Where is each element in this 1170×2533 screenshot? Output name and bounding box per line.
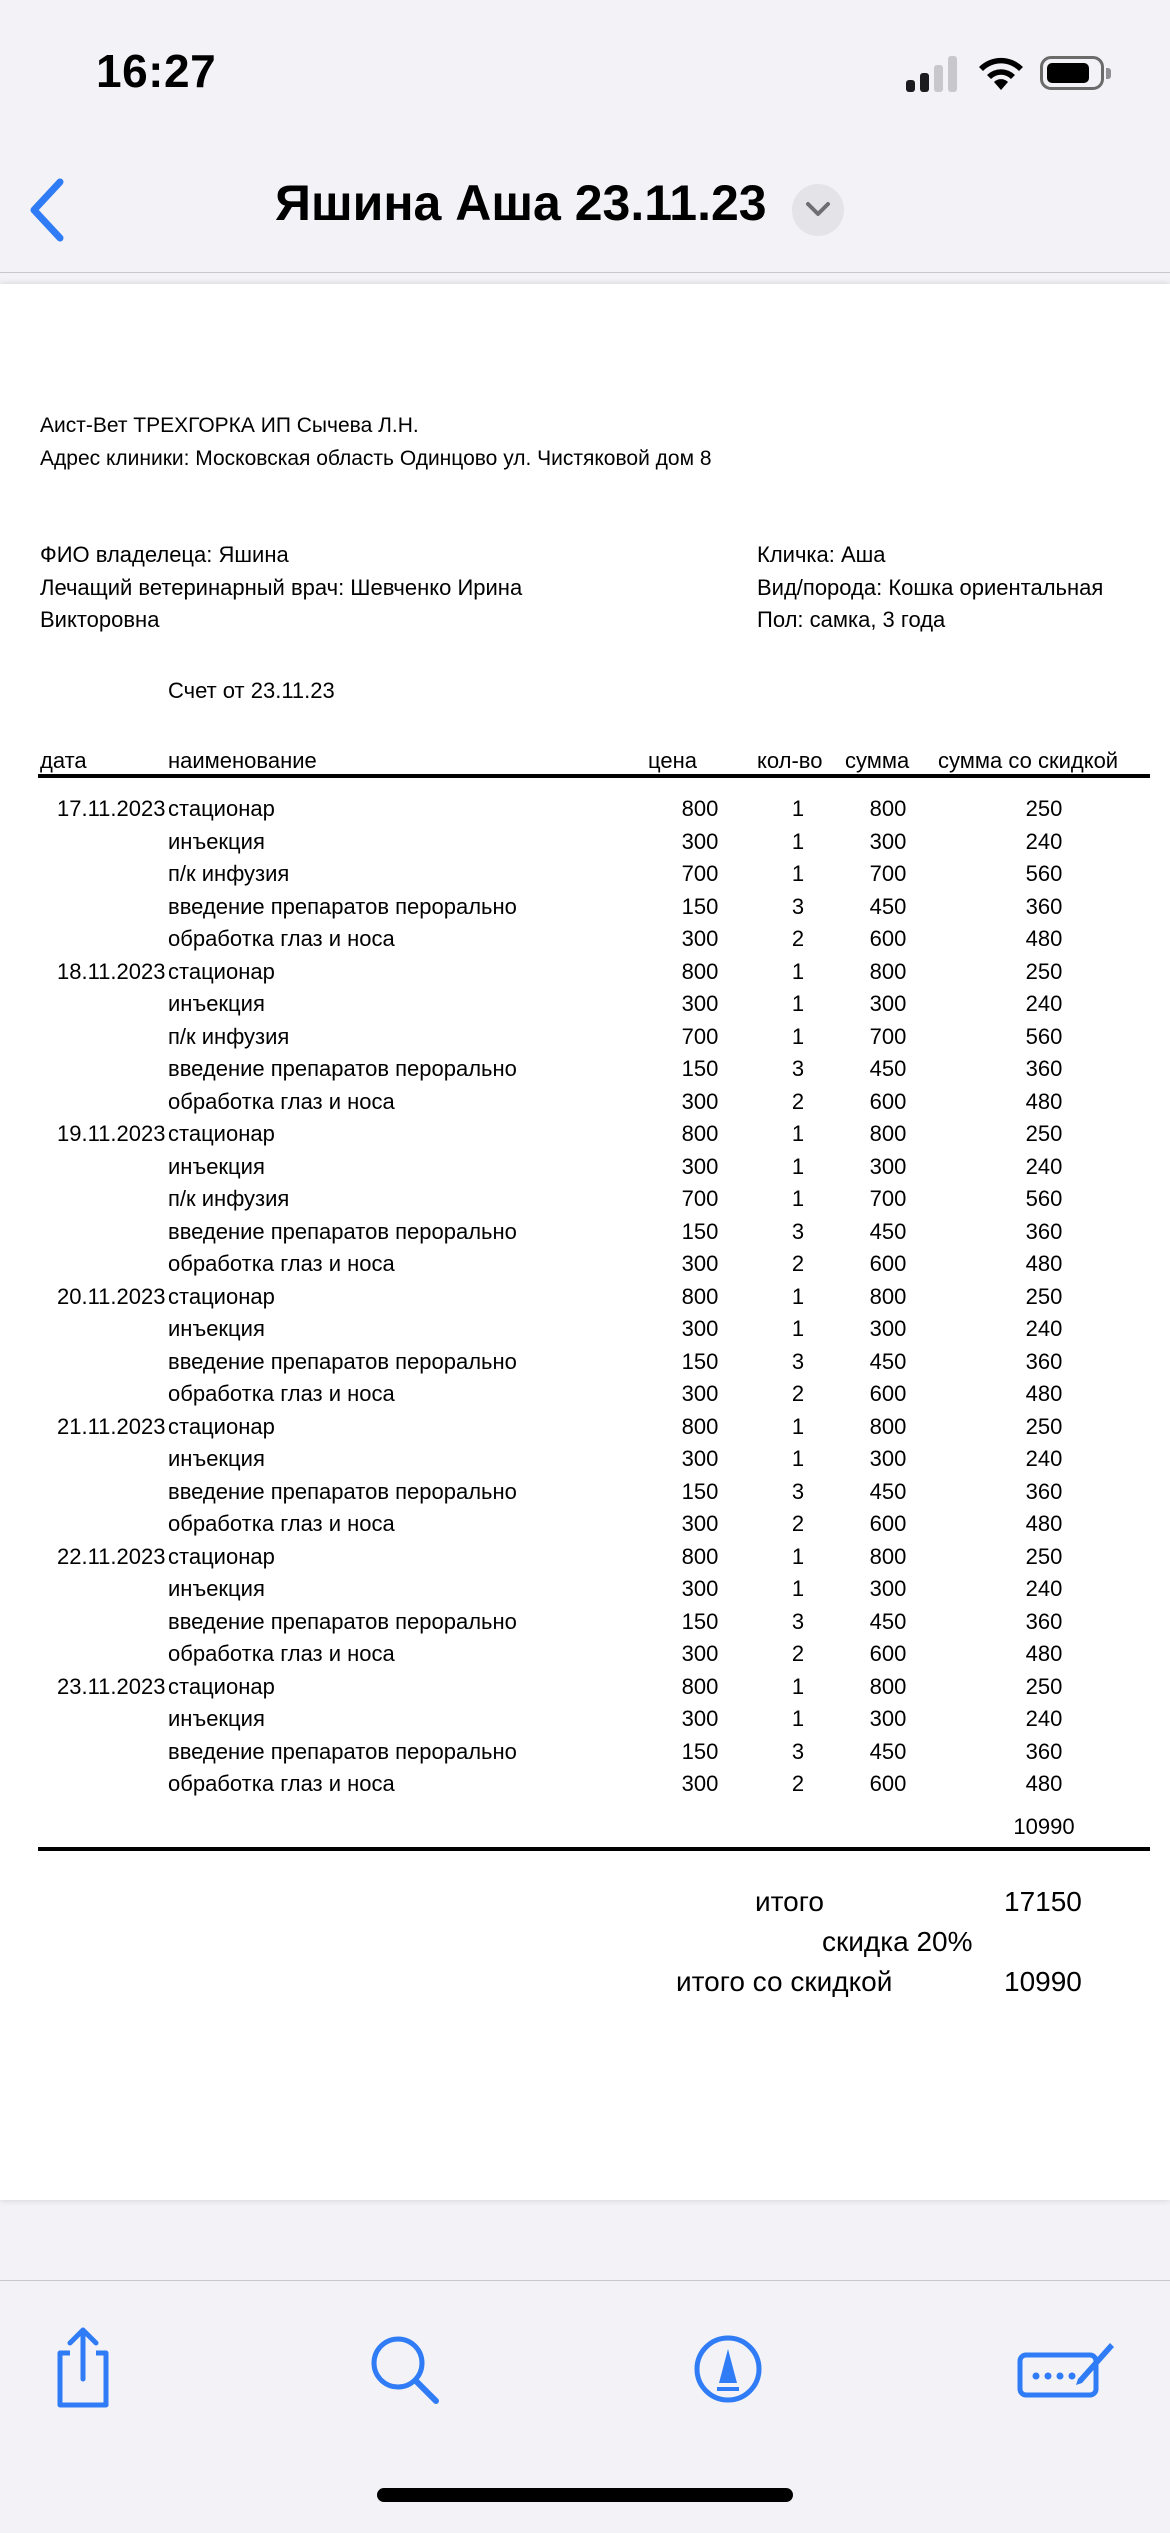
table-row [0,829,1170,861]
table-row [0,1479,1170,1511]
row-service-name: стационар [168,796,275,821]
row-service-name: инъекция [168,991,265,1016]
row-discount-sum: 480 [1025,926,1063,951]
keyboard-icon [1016,2321,1116,2411]
table-row [0,1544,1170,1576]
status-time: 16:27 [96,45,217,97]
row-quantity: 1 [791,796,805,821]
table-row [0,1349,1170,1381]
discount-label: скидка 20% [822,1926,973,1957]
row-quantity: 1 [791,1316,805,1341]
row-quantity: 2 [791,1251,805,1276]
row-service-name: инъекция [168,1706,265,1731]
row-sum: 700 [869,861,907,886]
home-indicator [377,2488,793,2502]
row-service-name: инъекция [168,1446,265,1471]
row-service-name: п/к инфузия [168,861,290,886]
row-price: 300 [681,1641,719,1666]
row-quantity: 2 [791,1381,805,1406]
column-header-sum: сумма [845,748,910,773]
row-discount-sum: 480 [1025,1771,1063,1796]
row-price: 150 [681,1056,719,1081]
row-service-name: введение препаратов перорально [168,1348,517,1374]
row-quantity: 1 [791,1543,805,1569]
row-quantity: 1 [791,1413,805,1439]
row-quantity: 3 [791,1218,805,1244]
row-price: 300 [681,828,719,854]
row-quantity: 1 [791,991,805,1016]
row-sum: 600 [869,1771,907,1796]
table-row [0,1609,1170,1641]
row-quantity: 3 [791,1056,805,1081]
row-quantity: 1 [791,1186,805,1211]
navigation-bar [0,140,1170,273]
document-title[interactable]: Яшина Аша 23.11.23 [275,175,767,231]
row-discount-sum: 360 [1025,1738,1063,1764]
row-sum: 450 [869,1738,907,1764]
row-service-name: обработка глаз и носа [168,1511,395,1536]
row-quantity: 2 [791,1511,805,1536]
chevron-down-icon [805,200,831,220]
row-discount-sum: 250 [1025,1413,1063,1439]
row-quantity: 1 [791,1446,805,1471]
table-row [0,894,1170,926]
row-sum: 300 [869,828,907,854]
row-service-name: инъекция [168,1153,265,1179]
row-price: 800 [681,1283,719,1309]
pet-breed: Вид/порода: Кошка ориентальная [757,575,1104,600]
row-quantity: 2 [791,926,805,951]
row-sum: 800 [869,1121,907,1146]
discounted-total-value: 10990 [1004,1966,1082,1997]
row-discount-sum: 480 [1025,1641,1063,1666]
row-quantity: 1 [791,1706,805,1731]
row-discount-sum: 360 [1025,1608,1063,1634]
row-price: 150 [681,1608,719,1634]
row-sum: 300 [869,1316,907,1341]
row-discount-sum: 250 [1025,958,1063,984]
row-quantity: 2 [791,1641,805,1666]
markup-icon [683,2321,773,2411]
table-row [0,1446,1170,1478]
total-label: итого [755,1886,824,1917]
row-quantity: 1 [791,1576,805,1601]
table-row [0,861,1170,893]
row-price: 150 [681,893,719,919]
row-service-name: стационар [168,1673,275,1699]
column-total: 10990 [1013,1814,1075,1839]
row-sum: 450 [869,1348,907,1374]
table-row [0,1674,1170,1706]
row-discount-sum: 360 [1025,1218,1063,1244]
row-sum: 300 [869,991,907,1016]
document-page[interactable] [0,284,1170,2200]
table-row [0,1089,1170,1121]
pet-sex-age: Пол: самка, 3 года [757,607,946,632]
row-date: 17.11.2023 [57,796,166,821]
invoice-document [0,284,1170,2200]
row-service-name: стационар [168,1121,275,1146]
doctor-name-cont: Викторовна [40,607,160,632]
row-sum: 800 [869,1283,907,1309]
row-service-name: стационар [168,1543,275,1569]
row-price: 150 [681,1478,719,1504]
row-price: 800 [681,958,719,984]
row-date: 20.11.2023 [57,1283,166,1309]
row-service-name: инъекция [168,1576,265,1601]
row-discount-sum: 240 [1025,1446,1063,1471]
row-service-name: введение препаратов перорально [168,893,517,919]
column-total-row [0,1814,1170,1846]
table-row [0,1219,1170,1251]
row-price: 300 [681,1446,719,1471]
row-sum: 300 [869,1153,907,1179]
row-sum: 600 [869,1381,907,1406]
row-sum: 700 [869,1186,907,1211]
row-price: 300 [681,1316,719,1341]
row-date: 18.11.2023 [57,958,166,984]
search-icon [360,2321,450,2411]
row-service-name: п/к инфузия [168,1186,290,1211]
row-discount-sum: 480 [1025,1511,1063,1536]
clinic-address: Адрес клиники: Московская область Одинцово ул. Чистяковой дом 8 [40,447,712,470]
row-sum: 600 [869,1088,907,1114]
table-row [0,1121,1170,1153]
row-quantity: 3 [791,1608,805,1634]
row-discount-sum: 560 [1025,1023,1063,1049]
row-sum: 300 [869,1576,907,1601]
row-quantity: 3 [791,1738,805,1764]
row-service-name: введение препаратов перорально [168,1608,517,1634]
row-discount-sum: 250 [1025,1283,1063,1309]
row-discount-sum: 480 [1025,1088,1063,1114]
row-quantity: 3 [791,1348,805,1374]
status-bar [0,0,1170,140]
row-sum: 800 [869,796,907,821]
row-sum: 600 [869,1511,907,1536]
table-row [0,1024,1170,1056]
row-sum: 450 [869,893,907,919]
table-row [0,1414,1170,1446]
title-menu-button[interactable] [792,184,844,236]
row-price: 700 [681,1186,719,1211]
row-discount-sum: 560 [1025,1186,1063,1211]
row-price: 800 [681,1543,719,1569]
table-row [0,926,1170,958]
row-price: 150 [681,1348,719,1374]
row-discount-sum: 480 [1025,1251,1063,1276]
table-row [0,1316,1170,1348]
row-price: 700 [681,861,719,886]
column-header-date: дата [40,748,87,773]
row-service-name: обработка глаз и носа [168,1381,395,1406]
row-price: 300 [681,1153,719,1179]
row-date: 19.11.2023 [57,1121,166,1146]
row-service-name: введение препаратов перорально [168,1478,517,1504]
row-sum: 300 [869,1446,907,1471]
row-discount-sum: 240 [1025,991,1063,1016]
row-date: 21.11.2023 [57,1413,166,1439]
row-price: 300 [681,1251,719,1276]
table-row [0,1511,1170,1543]
share-button[interactable] [40,2321,130,2411]
markup-button[interactable] [683,2321,773,2411]
row-quantity: 1 [791,1673,805,1699]
chevron-left-icon [20,170,90,250]
row-sum: 600 [869,1641,907,1666]
table-row [0,796,1170,828]
row-service-name: введение препаратов перорально [168,1056,517,1081]
row-service-name: введение препаратов перорально [168,1738,517,1764]
row-date: 22.11.2023 [57,1543,166,1569]
row-price: 300 [681,1511,719,1536]
row-quantity: 1 [791,1023,805,1049]
table-row [0,1154,1170,1186]
row-discount-sum: 240 [1025,1316,1063,1341]
row-discount-sum: 250 [1025,1121,1063,1146]
back-button[interactable] [20,170,90,250]
table-row [0,1186,1170,1218]
row-price: 300 [681,1576,719,1601]
row-quantity: 1 [791,1283,805,1309]
row-discount-sum: 250 [1025,796,1063,821]
table-row [0,1739,1170,1771]
row-sum: 450 [869,1608,907,1634]
table-row [0,1381,1170,1413]
row-quantity: 1 [791,861,805,886]
share-icon [40,2321,130,2411]
row-sum: 600 [869,1251,907,1276]
row-price: 800 [681,1121,719,1146]
row-sum: 450 [869,1218,907,1244]
table-row [0,1706,1170,1738]
battery-icon [1040,56,1104,90]
row-sum: 800 [869,1673,907,1699]
table-row [0,991,1170,1023]
table-row [0,1251,1170,1283]
column-header-qty: кол-во [757,748,823,773]
row-service-name: обработка глаз и носа [168,926,395,951]
row-sum: 800 [869,958,907,984]
table-row [0,1284,1170,1316]
row-date: 23.11.2023 [57,1673,166,1699]
row-price: 300 [681,1706,719,1731]
footer-divider [38,1847,1150,1851]
cellular-signal-icon [906,56,958,92]
discounted-total-label: итого со скидкой [676,1966,893,1997]
row-discount-sum: 360 [1025,1348,1063,1374]
row-price: 150 [681,1738,719,1764]
row-discount-sum: 360 [1025,1056,1063,1081]
table-row [0,1771,1170,1803]
row-service-name: обработка глаз и носа [168,1251,395,1276]
row-price: 700 [681,1023,719,1049]
row-quantity: 1 [791,1153,805,1179]
row-price: 300 [681,1381,719,1406]
total-value: 17150 [1004,1886,1082,1917]
clinic-name: Аист-Вет ТРЕХГОРКА ИП Сычева Л.Н. [40,414,419,437]
row-price: 300 [681,991,719,1016]
row-quantity: 3 [791,1478,805,1504]
row-sum: 450 [869,1478,907,1504]
table-row [0,1576,1170,1608]
row-service-name: стационар [168,1283,275,1309]
row-quantity: 1 [791,1121,805,1146]
row-sum: 700 [869,1023,907,1049]
row-quantity: 1 [791,958,805,984]
row-discount-sum: 360 [1025,893,1063,919]
table-row [0,1056,1170,1088]
header-divider [38,774,1150,778]
row-price: 300 [681,1088,719,1114]
wifi-icon [976,52,1026,92]
row-discount-sum: 560 [1025,861,1063,886]
row-discount-sum: 250 [1025,1673,1063,1699]
table-row [0,959,1170,991]
row-quantity: 3 [791,893,805,919]
row-price: 150 [681,1218,719,1244]
row-sum: 800 [869,1543,907,1569]
row-discount-sum: 240 [1025,828,1063,854]
row-sum: 300 [869,1706,907,1731]
column-header-discount-sum: сумма со скидкой [938,748,1119,773]
row-discount-sum: 240 [1025,1706,1063,1731]
row-sum: 450 [869,1056,907,1081]
row-discount-sum: 250 [1025,1543,1063,1569]
row-service-name: обработка глаз и носа [168,1088,395,1114]
row-discount-sum: 360 [1025,1478,1063,1504]
row-sum: 600 [869,926,907,951]
row-quantity: 1 [791,828,805,854]
edit-form-button[interactable] [1016,2321,1116,2411]
row-service-name: обработка глаз и носа [168,1641,395,1666]
row-service-name: стационар [168,1413,275,1439]
doctor-name: Лечащий ветеринарный врач: Шевченко Ирина [40,575,523,600]
row-service-name: стационар [168,958,275,984]
row-quantity: 2 [791,1088,805,1114]
row-discount-sum: 240 [1025,1576,1063,1601]
row-price: 300 [681,926,719,951]
row-service-name: введение препаратов перорально [168,1218,517,1244]
row-sum: 800 [869,1413,907,1439]
row-price: 300 [681,1771,719,1796]
row-service-name: инъекция [168,1316,265,1341]
search-button[interactable] [360,2321,450,2411]
row-discount-sum: 240 [1025,1153,1063,1179]
table-row [0,1641,1170,1673]
invoice-title: Счет от 23.11.23 [168,678,335,703]
column-header-name: наименование [168,748,317,773]
row-service-name: обработка глаз и носа [168,1771,395,1796]
row-service-name: п/к инфузия [168,1023,290,1049]
row-service-name: инъекция [168,828,265,854]
row-price: 800 [681,796,719,821]
row-price: 800 [681,1673,719,1699]
owner-name: ФИО владелеца: Яшина [40,542,289,567]
row-price: 800 [681,1413,719,1439]
row-discount-sum: 480 [1025,1381,1063,1406]
pet-name: Кличка: Аша [757,542,886,567]
column-header-price: цена [648,748,697,773]
row-quantity: 2 [791,1771,805,1796]
